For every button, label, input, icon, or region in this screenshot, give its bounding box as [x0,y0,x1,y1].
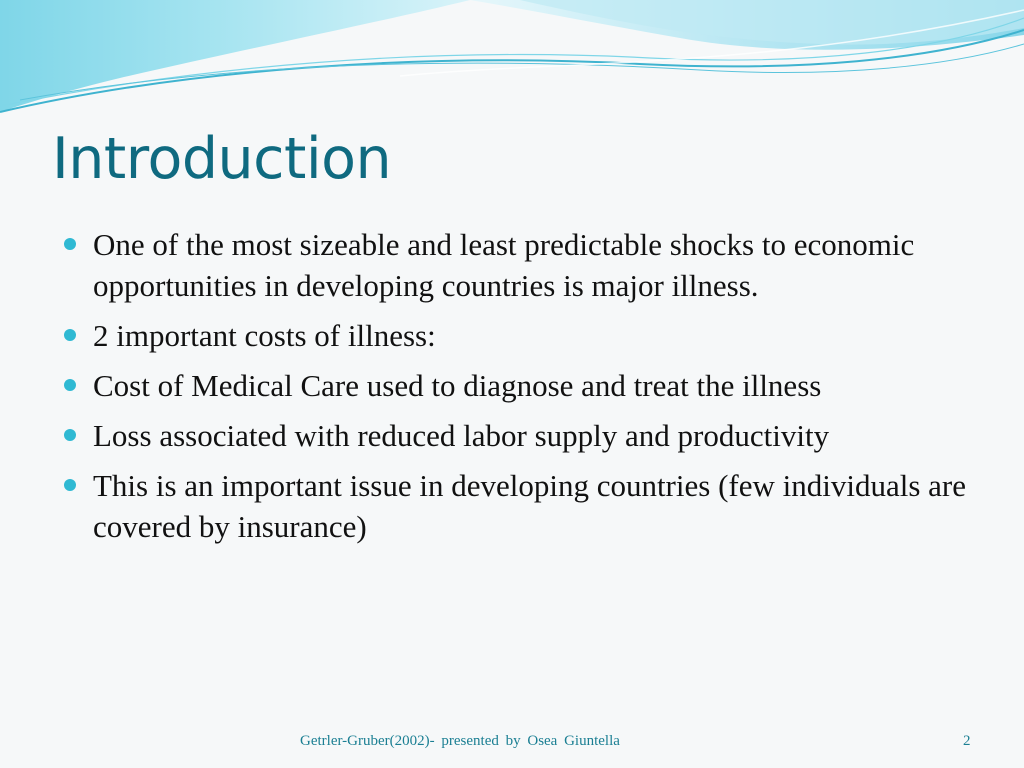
bullet-text: This is an important issue in developing countries (few individuals are covered by insurance) [93,468,966,544]
page-number: 2 [963,733,971,749]
bullet-item [60,365,980,406]
bullet-text: One of the most sizeable and least predictable shocks to economic opportunities in developing countries is major illness. [93,227,915,303]
header-wave-decoration [0,0,1024,130]
bullet-dot-icon [64,379,76,391]
bullet-dot-icon [64,479,76,491]
bullet-item [60,315,980,356]
slide-title: Introduction [52,126,392,192]
bullet-list [60,224,980,556]
bullet-dot-icon [64,238,76,250]
bullet-item [60,224,980,306]
bullet-item [60,465,980,547]
bullet-dot-icon [64,429,76,441]
bullet-text: Loss associated with reduced labor supply and productivity [93,418,830,453]
bullet-text: Cost of Medical Care used to diagnose and treat the illness [93,368,822,403]
bullet-item [60,415,980,456]
footer-citation: Getrler-Gruber(2002)- presented by Osea Giuntella [300,733,620,749]
bullet-text: 2 important costs of illness: [93,318,436,353]
bullet-dot-icon [64,329,76,341]
